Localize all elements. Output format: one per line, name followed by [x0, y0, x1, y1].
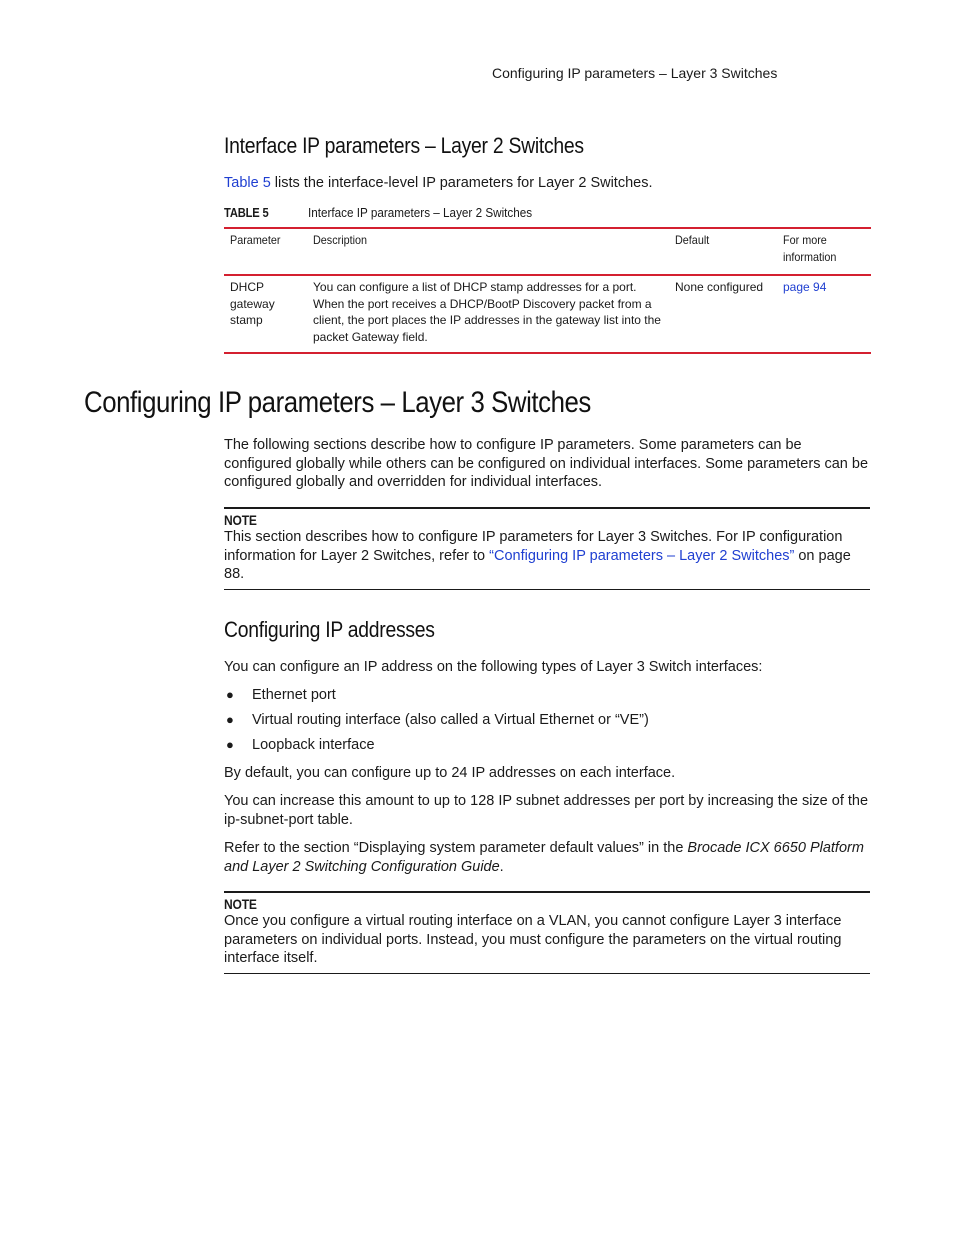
- note-title: NOTE: [224, 896, 257, 912]
- paragraph-default-limit: By default, you can configure up to 24 IP addresses on each interface.: [224, 765, 676, 781]
- note-box-1: [224, 507, 870, 590]
- note-text: Once you configure a virtual routing interface on a VLAN, you cannot configure Layer 3 interface parameters on individual ports. Instead, you must configure the parameters on the virtual routing interface itself.: [224, 913, 842, 966]
- running-head: Configuring IP parameters – Layer 3 Switches: [492, 65, 778, 81]
- parameters-table: [224, 227, 871, 354]
- note-text: This section describes how to configure IP parameters for Layer 3 Switches. For IP configuration information for Layer 2 Switches, refer to “Configuring IP parameters – Layer 2 Switches” on page 88.: [224, 529, 851, 582]
- list-item: ● Virtual routing interface (also called a Virtual Ethernet or “VE”): [226, 712, 649, 728]
- note-title: NOTE: [224, 512, 257, 528]
- table-intro-text: lists the interface-level IP parameters for Layer 2 Switches.: [270, 175, 653, 191]
- section-heading-ip-addresses: Configuring IP addresses: [224, 617, 435, 642]
- table-header-row: [224, 228, 871, 275]
- table-caption-text: Interface IP parameters – Layer 2 Switches: [308, 205, 533, 220]
- section-intro: The following sections describe how to configure IP parameters. Some parameters can be configured globally while others can be configured on individual interfaces. Some parameters can be configured globally and overridden for individual interfaces.: [224, 437, 869, 490]
- cell-description: You can configure a list of DHCP stamp addresses for a port. When the port receives a DHCP/BootP Discovery packet from a client, the port places the IP addresses in the gateway list into the packet Gateway field.: [313, 280, 661, 344]
- paragraph-reference: Refer to the section “Displaying system parameter default values” in the Brocade ICX 6650 Platform and Layer 2 Switching Configuration Guide.: [224, 840, 864, 875]
- page-title: Configuring IP parameters – Layer 3 Switches: [84, 386, 591, 419]
- bullet-icon: ●: [226, 712, 234, 727]
- table-intro: [224, 174, 870, 193]
- page-94-link[interactable]: page 94: [783, 280, 827, 294]
- table-row: [224, 275, 871, 353]
- cell-more-info: [777, 275, 871, 353]
- addresses-intro: You can configure an IP address on the following types of Layer 3 Switch interfaces:: [224, 659, 763, 675]
- table-5-link[interactable]: Table 5: [224, 175, 271, 191]
- header-parameter: Parameter: [230, 233, 281, 247]
- cell-parameter: DHCP gateway stamp: [230, 280, 275, 327]
- layer2-section-link[interactable]: “Configuring IP parameters – Layer 2 Switches”: [489, 547, 795, 564]
- list-item: ● Loopback interface: [226, 737, 375, 753]
- bullet-icon: ●: [226, 687, 234, 702]
- interface-type-list: [224, 686, 649, 761]
- header-description: Description: [313, 233, 368, 247]
- paragraph-increase-limit: You can increase this amount to up to 128 IP subnet addresses per port by increasing the size of the ip-subnet-port table.: [224, 793, 869, 828]
- cell-default: None configured: [675, 280, 764, 294]
- section-heading-l2: Interface IP parameters – Layer 2 Switches: [224, 133, 584, 158]
- header-default: Default: [675, 233, 710, 247]
- list-item: ● Ethernet port: [226, 687, 336, 703]
- header-more-info: For more information: [783, 233, 837, 264]
- table-label: TABLE 5: [224, 205, 269, 220]
- bullet-icon: ●: [226, 737, 234, 752]
- table-caption: [224, 205, 557, 220]
- guide-title: Brocade ICX 6650 Platform and Layer 2 Switching Configuration Guide: [224, 840, 864, 875]
- note-box-2: [224, 891, 870, 974]
